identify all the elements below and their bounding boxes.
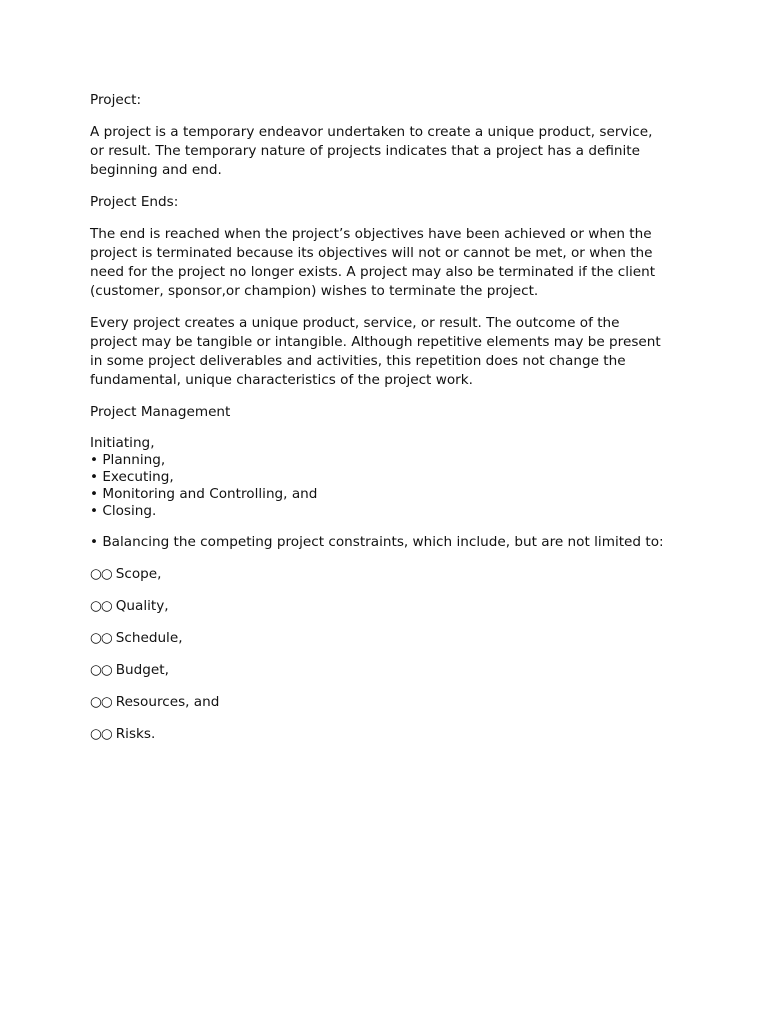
constraint-list xyxy=(90,565,690,744)
list-item xyxy=(90,693,690,712)
circle-bullet-icon: ○○ xyxy=(90,662,112,678)
list-item: • Monitoring and Controlling, and xyxy=(90,486,318,502)
heading-project-management: Project Management xyxy=(90,404,231,420)
paragraph-unique: Every project creates a unique product, service, or result. The outcome of the project may be tangible or intangible. Although repetitive elements may be present in some project deliverables and activities, this repetition does not change the fundamental, unique characteristics of the project work. xyxy=(90,315,661,388)
list-item: Initiating, xyxy=(90,435,155,451)
list-item xyxy=(90,725,690,744)
constraint-label: Risks. xyxy=(115,726,156,742)
paragraph-end: The end is reached when the project’s objectives have been achieved or when the project is terminated because its objectives will not or cannot be met, or when the need for the project no longer exists. A project may also be terminated if the client (customer, sponsor,or champion) wishes to terminate the project. xyxy=(90,226,656,299)
circle-bullet-icon: ○○ xyxy=(90,566,112,582)
constraint-label: Scope, xyxy=(115,566,162,582)
circle-bullet-icon: ○○ xyxy=(90,630,112,646)
heading-project: Project: xyxy=(90,92,142,108)
list-item xyxy=(90,629,690,648)
constraint-label: Schedule, xyxy=(115,630,183,646)
list-item: • Executing, xyxy=(90,469,174,485)
list-item: • Planning, xyxy=(90,452,166,468)
list-item xyxy=(90,597,690,616)
list-item xyxy=(90,565,690,584)
constraint-label: Quality, xyxy=(115,598,169,614)
heading-project-ends: Project Ends: xyxy=(90,194,179,210)
circle-bullet-icon: ○○ xyxy=(90,694,112,710)
list-item: • Closing. xyxy=(90,503,157,519)
constraint-label: Budget, xyxy=(115,662,169,678)
circle-bullet-icon: ○○ xyxy=(90,726,112,742)
paragraph-balancing: • Balancing the competing project constraints, which include, but are not limited to: xyxy=(90,534,664,550)
process-group-list xyxy=(90,435,690,520)
list-item xyxy=(90,661,690,680)
paragraph-definition: A project is a temporary endeavor undertaken to create a unique product, service, or result. The temporary nature of projects indicates that a project has a definite beginning and end. xyxy=(90,124,653,178)
constraint-label: Resources, and xyxy=(115,694,220,710)
document-page xyxy=(90,91,690,757)
circle-bullet-icon: ○○ xyxy=(90,598,112,614)
